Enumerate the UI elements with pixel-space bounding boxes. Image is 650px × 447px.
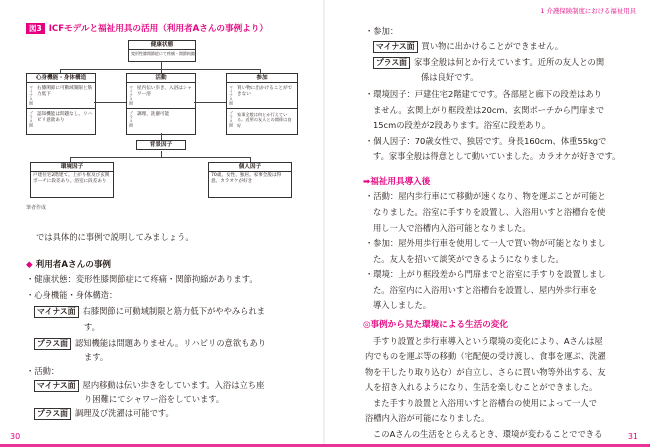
activity-plus-text: 調理、洗濯可能 (137, 112, 170, 117)
divider (127, 108, 195, 109)
after-line-8: 導入しました。 (373, 300, 432, 310)
activity-minus-vertical-tag: マイナス面 (129, 85, 134, 105)
body-line: ・心身機能・身体構造： (26, 290, 118, 300)
activity-minus-text: 屋内伝い歩き、入浴はシャワー浴 (137, 86, 192, 97)
body-plus-row: プラス面 認知機能は問題ありません。リハビリの意欲もあり (34, 336, 266, 352)
change-line-5: また手すり設置と入浴用いすと浴槽台の使用によって一人で (373, 398, 598, 408)
intro-text: では具体的に事例で説明してみましょう。 (36, 232, 194, 242)
change-line-3: 物を干したり取り込む）が自立し、さらに買い物等外出する、友 (365, 367, 606, 377)
case-title: ◆ 利用者Aさんの事例 (26, 260, 112, 270)
participation-plus-text: 家事全般は何とか行えている。近所の友人との関係は良好 (237, 112, 292, 128)
participation-minus-vertical-tag: マイナス面 (229, 85, 234, 105)
participation-minus-text: 買い物に出かけることができない (237, 86, 293, 97)
change-line-1: 手すり設置と歩行車導入という環境の変化により、Aさんは屋 (373, 336, 603, 346)
personal-factors-label: 個人因子 (209, 163, 291, 172)
health-condition-box (128, 40, 196, 62)
body-plus-vertical-tag: プラス面 (29, 111, 34, 127)
body-function-box (26, 73, 96, 135)
running-head: 1 介護保険制度における福祉用具 (540, 7, 636, 15)
body-minus-cont: す。 (84, 322, 100, 332)
minus-tag: マイナス面 (373, 41, 418, 53)
connector-line (70, 157, 250, 158)
after-line-3: 用し一人で浴槽内入浴可能となりました。 (373, 223, 531, 233)
plus-tag: プラス面 (34, 408, 71, 420)
page-number-right: 31 (627, 432, 638, 441)
participation-line: ・参加： (365, 26, 399, 36)
personal-line-2: す。家事全般は得意として動いていました。カラオケが好きです。 (373, 151, 621, 161)
right-page (325, 0, 650, 447)
after-line-6: ・環境：上がり框段差から門扉までと浴室に手すりを設置しまし (365, 269, 606, 279)
health-condition-text: 変形性膝関節症にて疼痛・関節拘縮 (131, 51, 195, 56)
participation-box (226, 73, 298, 135)
minus-tag: マイナス面 (34, 306, 79, 318)
diamond-icon: ◆ (26, 260, 36, 270)
page-number-left: 30 (10, 432, 21, 441)
personal-factors-box (208, 162, 292, 198)
connector-line (194, 102, 226, 103)
after-introduction-title: ➡福祉用具導入後 (363, 177, 431, 187)
environment-line-2: ません。玄関上がり框段差は20cm、玄関ポーチから門扉まで (373, 105, 605, 115)
participation-plus-vertical-tag: プラス面 (229, 111, 234, 127)
body-minus-row: マイナス面 右膝関節に可動域制限と筋力低下がややみられま (34, 304, 265, 320)
figure-title (26, 22, 268, 34)
environment-text: 戸建住宅2階建て。上がり框及び玄関ポーチに段差あり。浴室に段差あり (33, 173, 110, 184)
divider (227, 108, 297, 109)
after-line-4: ・参加：屋外用歩行車を使用して一人で買い物が可能となりまし (365, 238, 606, 248)
change-line-4: 人を招き入れるようになり、生活を楽しむことができました。 (365, 382, 598, 392)
health-condition-label: 健康状態 (129, 41, 195, 50)
connector-line (60, 69, 260, 70)
participation-plus-cont: 係は良好です。 (421, 72, 479, 82)
divider (27, 108, 95, 109)
change-line-2: 内でものを運ぶ等の移動（宅配便の受け渡し、食事を運ぶ、洗濯 (365, 351, 606, 361)
activity-box (126, 73, 196, 135)
activity-minus-row: マイナス面 屋内移動は伝い歩きをしています。入浴は立ち座 (34, 378, 264, 394)
health-line: ・健康状態：変形性膝関節症にて疼痛・関節拘縮があります。 (26, 274, 258, 284)
connector-line (161, 133, 162, 140)
activity-plus-row: プラス面 調理及び洗濯は可能です。 (34, 406, 174, 422)
environment-line-1: ・環境因子：戸建住宅2階建てです。各部屋と廊下の段差はあり (365, 89, 602, 99)
connector-line (161, 61, 162, 69)
environment-line-3: 15cmの段差が2段あります。浴室に段差あり。 (373, 120, 551, 130)
body-function-label: 心身機能・身体構造 (27, 74, 95, 83)
background-factors-label: 背景因子 (136, 140, 186, 150)
after-line-7: た。浴室内に入浴用いすと浴槽台を設置し、屋内外歩行車を (373, 285, 598, 295)
participation-label: 参加 (227, 74, 297, 83)
participation-plus-row: プラス面 家事全般は何とか行えています。近所の友人との関 (373, 55, 604, 71)
personal-factors-text: 70歳、女性、独居。家事全般は得意。カラオケが好き (211, 173, 282, 184)
environment-label: 環境因子 (31, 163, 113, 172)
minus-tag: マイナス面 (34, 380, 79, 392)
after-line-5: た。友人を招いて談笑ができるようになりました。 (373, 254, 564, 264)
background-factors-box (136, 140, 186, 150)
after-line-2: なりました。浴室に手すりを設置し、入浴用いすと浴槽台を使 (373, 207, 606, 217)
activity-line: ・活動： (26, 366, 60, 376)
figure-title-text: ICFモデルと福祉用具の活用（利用者Aさんの事例より） (48, 24, 268, 34)
after-line-1: ・活動：屋内歩行車にて移動が速くなり、物を運ぶことが可能と (365, 191, 606, 201)
body-minus-vertical-tag: マイナス面 (29, 85, 34, 105)
personal-line-1: ・個人因子：70歳女性で、独居です。身長160cm、体重55kgで (365, 136, 607, 146)
change-line-7: このAさんの生活をとらえるとき、環境が変わることでできる (373, 429, 603, 439)
activity-label: 活動 (127, 74, 195, 83)
connector-line (94, 102, 126, 103)
body-plus-text: 認知機能は問題なし。リハビリ意欲あり (37, 112, 92, 123)
body-minus-text: 右膝関節に可動域制限と筋力低下 (37, 86, 93, 97)
activity-minus-cont: り困難にてシャワー浴をしています。 (84, 394, 225, 404)
participation-minus-row: マイナス面 買い物に出かけることができません。 (373, 39, 563, 55)
change-title: ◎事例から見た環境による生活の変化 (363, 320, 508, 330)
figure-source: 筆者作成 (26, 205, 47, 211)
plus-tag: プラス面 (34, 338, 71, 350)
environment-box (30, 162, 114, 198)
body-plus-cont: ます。 (84, 352, 109, 362)
figure-badge: 図3 (26, 23, 45, 34)
activity-plus-vertical-tag: プラス面 (129, 111, 134, 127)
plus-tag: プラス面 (373, 57, 410, 69)
change-line-6: 浴槽内入浴が可能になりました。 (365, 413, 490, 423)
